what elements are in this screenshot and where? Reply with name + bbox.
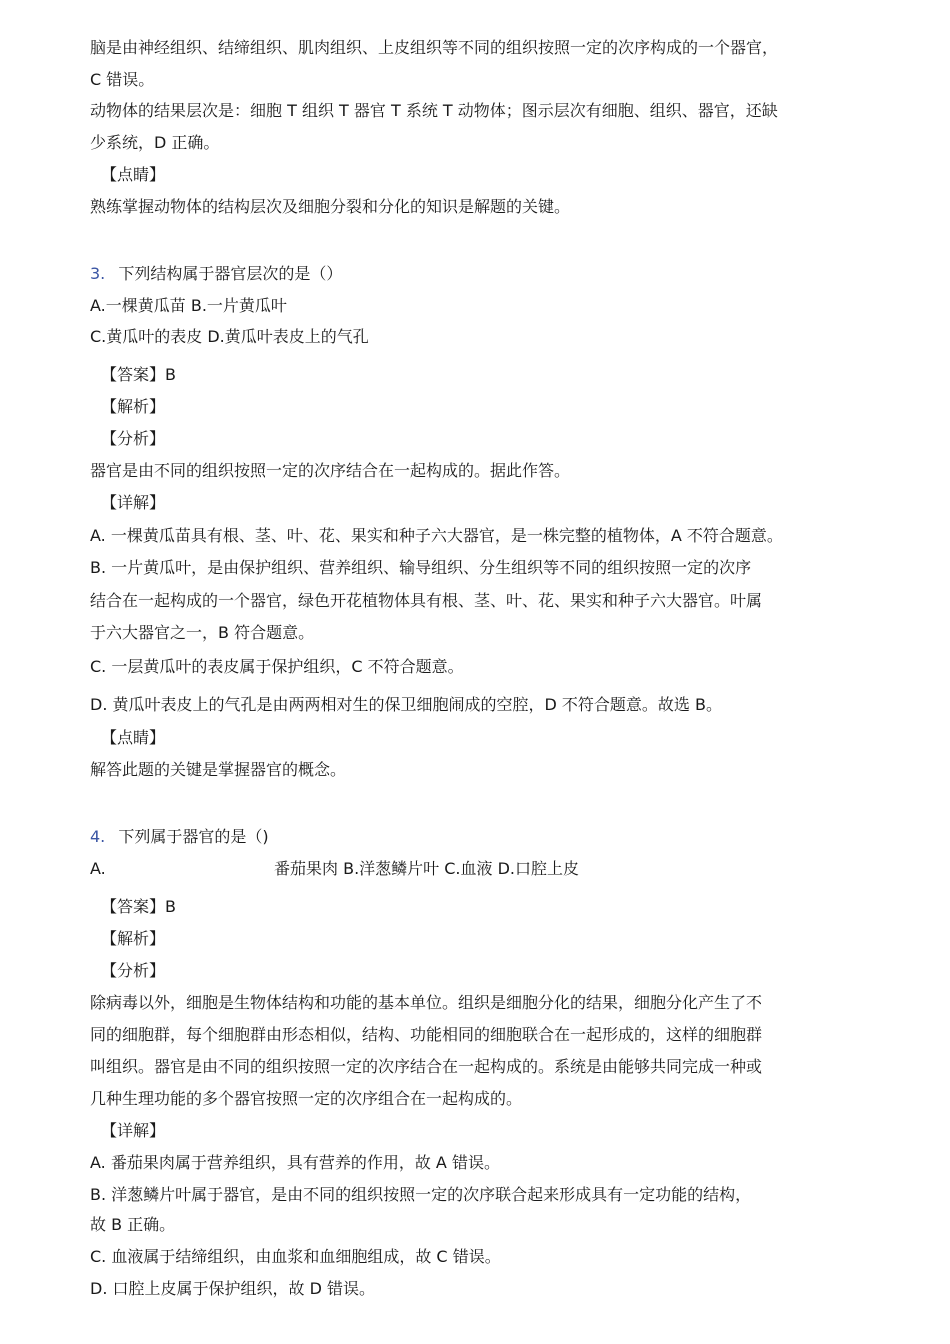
- fenxi-text: 除病毒以外，细胞是生物体结构和功能的基本单位。组织是细胞分化的结果，细胞分化产生了不: [90, 993, 763, 1012]
- section-label-xiangjie: 【详解】: [101, 1121, 166, 1140]
- fenxi-text: 叫组织。器官是由不同的组织按照一定的次序结合在一起构成的。系统是由能够共同完成一种或: [90, 1057, 763, 1076]
- explanation-c: C. 血液属于结缔组织，由血浆和血细胞组成，故 C 错误。: [90, 1247, 501, 1266]
- explanation-b: B. 一片黄瓜叶，是由保护组织、营养组织、输导组织、分生组织等不同的组织按照一定的次序: [90, 558, 752, 577]
- explanation-a: A. 番茄果肉属于营养组织，具有营养的作用，故 A 错误。: [90, 1153, 500, 1172]
- fenxi-text: 器官是由不同的组织按照一定的次序结合在一起构成的。据此作答。: [90, 461, 571, 480]
- option-a-label: A.: [90, 859, 106, 878]
- fenxi-text: 几种生理功能的多个器官按照一定的次序组合在一起构成的。: [90, 1089, 523, 1108]
- question-4-stem: [90, 827, 269, 847]
- explanation-b: 于六大器官之一，B 符合题意。: [90, 623, 315, 642]
- explanation-d: D. 黄瓜叶表皮上的气孔是由两两相对生的保卫细胞闹成的空腔，D 不符合题意。故选 B。: [90, 695, 722, 714]
- question-3-options: C.黄瓜叶的表皮 D.黄瓜叶表皮上的气孔: [90, 327, 369, 346]
- dianjing-text: 解答此题的关键是掌握器官的概念。: [90, 760, 347, 779]
- explanation-a: A. 一棵黄瓜苗具有根、茎、叶、花、果实和种子六大器官，是一株完整的植物体，A 不符合题意。: [90, 526, 783, 545]
- explanation-d: D. 口腔上皮属于保护组织，故 D 错误。: [90, 1279, 375, 1298]
- explanation-c: C. 一层黄瓜叶的表皮属于保护组织，C 不符合题意。: [90, 657, 464, 676]
- answer-label: 【答案】B: [101, 365, 176, 384]
- question-3-options: A.一棵黄瓜苗 B.一片黄瓜叶: [90, 296, 287, 315]
- section-label-xiangjie: 【详解】: [101, 493, 166, 512]
- section-label-jiexi: 【解析】: [101, 397, 166, 416]
- prev-text-line: 动物体的结果层次是：细胞 T 组织 T 器官 T 系统 T 动物体；图示层次有细胞、组织、器官，还缺: [90, 101, 778, 120]
- question-text: 下列结构属于器官层次的是（）: [118, 264, 343, 283]
- section-label-dianjing: 【点睛】: [101, 728, 166, 747]
- prev-text-line: 少系统，D 正确。: [90, 133, 220, 152]
- prev-text-line: 脑是由神经组织、结缔组织、肌肉组织、上皮组织等不同的组织按照一定的次序构成的一个器官，: [90, 38, 779, 57]
- prev-text-line: C 错误。: [90, 70, 155, 89]
- dianjing-text: 熟练掌握动物体的结构层次及细胞分裂和分化的知识是解题的关键。: [90, 197, 571, 216]
- option-list: 番茄果肉 B.洋葱鳞片叶 C.血液 D.口腔上皮: [274, 859, 579, 878]
- answer-label: 【答案】B: [101, 897, 176, 916]
- question-number: 3.: [90, 264, 106, 283]
- question-3-stem: [90, 264, 342, 284]
- question-number: 4.: [90, 827, 106, 846]
- explanation-b: B. 洋葱鳞片叶属于器官，是由不同的组织按照一定的次序联合起来形成具有一定功能的结构，: [90, 1185, 752, 1204]
- question-4-options: [90, 859, 579, 879]
- section-label-fenxi: 【分析】: [101, 429, 166, 448]
- section-label-dianjing: 【点睛】: [101, 165, 166, 184]
- section-label-fenxi: 【分析】: [101, 961, 166, 980]
- explanation-b: 故 B 正确。: [90, 1215, 176, 1234]
- section-label-jiexi: 【解析】: [101, 929, 166, 948]
- explanation-b: 结合在一起构成的一个器官，绿色开花植物体具有根、茎、叶、花、果实和种子六大器官。叶属: [90, 591, 763, 610]
- question-text: 下列属于器官的是（): [118, 827, 269, 846]
- fenxi-text: 同的细胞群，每个细胞群由形态相似，结构、功能相同的细胞联合在一起形成的，这样的细胞群: [90, 1025, 763, 1044]
